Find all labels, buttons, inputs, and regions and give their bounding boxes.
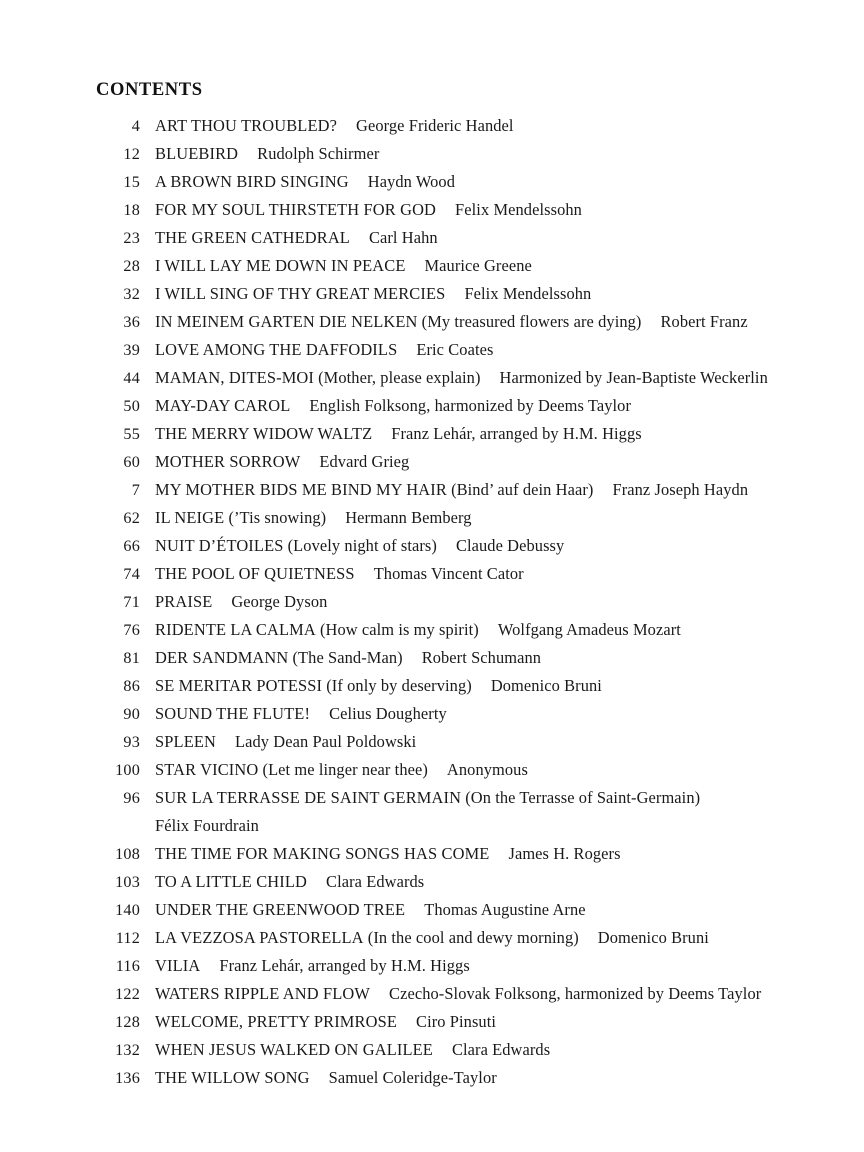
toc-composer: Robert Franz bbox=[660, 312, 748, 331]
toc-entry[interactable] bbox=[96, 788, 836, 816]
toc-entry[interactable] bbox=[96, 928, 836, 956]
toc-page-number: 36 bbox=[123, 313, 140, 331]
toc-page-number: 128 bbox=[115, 1013, 140, 1031]
toc-entry-body bbox=[140, 508, 836, 528]
toc-composer: James H. Rogers bbox=[508, 844, 621, 863]
toc-entry-body bbox=[140, 312, 836, 332]
toc-composer: Félix Fourdrain bbox=[155, 816, 259, 835]
toc-entry-body bbox=[140, 452, 836, 472]
toc-entry[interactable] bbox=[96, 312, 836, 340]
toc-entry-body bbox=[140, 900, 836, 920]
toc-subtitle: (The Sand-Man) bbox=[292, 648, 403, 667]
table-of-contents-list bbox=[96, 116, 836, 1096]
toc-entry-continuation bbox=[96, 816, 836, 844]
toc-entry[interactable] bbox=[96, 256, 836, 284]
toc-entry-body bbox=[140, 256, 836, 276]
toc-entry[interactable] bbox=[96, 1068, 836, 1096]
toc-title: I WILL SING OF THY GREAT MERCIES bbox=[155, 284, 446, 303]
toc-entry[interactable] bbox=[96, 648, 836, 676]
toc-page-number: 122 bbox=[115, 985, 140, 1003]
toc-entry-body bbox=[140, 424, 836, 444]
toc-entry-body bbox=[140, 564, 836, 584]
toc-page-number: 103 bbox=[115, 873, 140, 891]
toc-composer: Domenico Bruni bbox=[490, 676, 602, 695]
toc-page-number: 76 bbox=[123, 621, 140, 639]
toc-entry[interactable] bbox=[96, 116, 836, 144]
toc-entry[interactable] bbox=[96, 228, 836, 256]
toc-page-number: 4 bbox=[131, 117, 140, 135]
toc-composer: Thomas Augustine Arne bbox=[424, 900, 586, 919]
toc-composer: Clara Edwards bbox=[451, 1040, 551, 1059]
toc-title: ART THOU TROUBLED? bbox=[155, 116, 338, 135]
toc-composer: Rudolph Schirmer bbox=[257, 144, 380, 163]
toc-composer: Lady Dean Paul Poldowski bbox=[235, 732, 417, 751]
toc-entry-body bbox=[140, 844, 836, 864]
toc-page-number: 12 bbox=[123, 145, 140, 163]
toc-title: THE MERRY WIDOW WALTZ bbox=[155, 424, 373, 443]
toc-entry[interactable] bbox=[96, 480, 836, 508]
toc-title: WHEN JESUS WALKED ON GALILEE bbox=[155, 1040, 433, 1059]
toc-subtitle: (In the cool and dewy morning) bbox=[367, 928, 579, 947]
toc-entry[interactable] bbox=[96, 172, 836, 200]
toc-composer: Czecho-Slovak Folksong, harmonized by Deems Taylor bbox=[389, 984, 762, 1003]
toc-entry-body bbox=[140, 956, 836, 976]
toc-entry-body bbox=[140, 340, 836, 360]
toc-title: I WILL LAY ME DOWN IN PEACE bbox=[155, 256, 406, 275]
toc-title: A BROWN BIRD SINGING bbox=[155, 172, 349, 191]
toc-composer: Haydn Wood bbox=[367, 172, 456, 191]
toc-entry[interactable] bbox=[96, 956, 836, 984]
toc-composer: Claude Debussy bbox=[455, 536, 565, 555]
toc-title: SE MERITAR POTESSI bbox=[155, 676, 323, 695]
toc-subtitle: (If only by deserving) bbox=[326, 676, 472, 695]
toc-entry[interactable] bbox=[96, 564, 836, 592]
toc-entry[interactable] bbox=[96, 508, 836, 536]
toc-composer: Hermann Bemberg bbox=[345, 508, 472, 527]
toc-composer: Wolfgang Amadeus Mozart bbox=[497, 620, 681, 639]
toc-page-number: 86 bbox=[123, 677, 140, 695]
toc-composer: Maurice Greene bbox=[424, 256, 532, 275]
toc-composer: Samuel Coleridge-Taylor bbox=[328, 1068, 497, 1087]
toc-entry-body bbox=[140, 1012, 836, 1032]
toc-entry-body bbox=[140, 704, 836, 724]
toc-title: LA VEZZOSA PASTORELLA bbox=[155, 928, 364, 947]
toc-title: STAR VICINO bbox=[155, 760, 259, 779]
toc-entry[interactable] bbox=[96, 284, 836, 312]
toc-composer: Franz Joseph Haydn bbox=[612, 480, 749, 499]
toc-page-number: 15 bbox=[123, 173, 140, 191]
toc-page-number: 50 bbox=[123, 397, 140, 415]
toc-page-number: 55 bbox=[123, 425, 140, 443]
toc-subtitle: (How calm is my spirit) bbox=[319, 620, 479, 639]
toc-subtitle: (My treasured flowers are dying) bbox=[421, 312, 642, 331]
toc-entry-body bbox=[140, 144, 836, 164]
toc-page-number: 7 bbox=[131, 481, 140, 499]
toc-entry[interactable] bbox=[96, 200, 836, 228]
toc-entry[interactable] bbox=[96, 872, 836, 900]
toc-title: NUIT D’ÉTOILES bbox=[155, 536, 284, 555]
toc-entry[interactable] bbox=[96, 368, 836, 396]
toc-composer: Franz Lehár, arranged by H.M. Higgs bbox=[391, 424, 642, 443]
toc-composer: Felix Mendelssohn bbox=[464, 284, 592, 303]
toc-composer: George Dyson bbox=[231, 592, 328, 611]
toc-page-number: 132 bbox=[115, 1041, 140, 1059]
toc-page-number: 90 bbox=[123, 705, 140, 723]
toc-composer: Franz Lehár, arranged by H.M. Higgs bbox=[219, 956, 470, 975]
toc-page-number: 28 bbox=[123, 257, 140, 275]
toc-entry[interactable] bbox=[96, 760, 836, 788]
toc-composer: Eric Coates bbox=[416, 340, 494, 359]
toc-title: UNDER THE GREENWOOD TREE bbox=[155, 900, 406, 919]
toc-title: IN MEINEM GARTEN DIE NELKEN bbox=[155, 312, 418, 331]
toc-subtitle: (On the Terrasse of Saint-Germain) bbox=[465, 788, 701, 807]
toc-entry[interactable] bbox=[96, 704, 836, 732]
toc-entry[interactable] bbox=[96, 984, 836, 1012]
toc-composer: English Folksong, harmonized by Deems Taylor bbox=[309, 396, 632, 415]
toc-entry[interactable] bbox=[96, 592, 836, 620]
toc-subtitle: (Mother, please explain) bbox=[318, 368, 481, 387]
toc-composer: Anonymous bbox=[446, 760, 528, 779]
toc-entry[interactable] bbox=[96, 1040, 836, 1068]
toc-page-number: 93 bbox=[123, 733, 140, 751]
toc-entry[interactable] bbox=[96, 424, 836, 452]
toc-page-number: 74 bbox=[123, 565, 140, 583]
toc-entry[interactable] bbox=[96, 340, 836, 368]
toc-composer: George Frideric Handel bbox=[356, 116, 514, 135]
toc-title: LOVE AMONG THE DAFFODILS bbox=[155, 340, 398, 359]
toc-title: WATERS RIPPLE AND FLOW bbox=[155, 984, 371, 1003]
toc-title: MY MOTHER BIDS ME BIND MY HAIR bbox=[155, 480, 447, 499]
toc-entry-body bbox=[140, 116, 836, 136]
toc-composer: Celius Dougherty bbox=[329, 704, 447, 723]
toc-composer: Clara Edwards bbox=[326, 872, 425, 891]
toc-subtitle: (’Tis snowing) bbox=[228, 508, 327, 527]
toc-title: SOUND THE FLUTE! bbox=[155, 704, 311, 723]
toc-page-number: 136 bbox=[115, 1069, 140, 1087]
page-title: CONTENTS bbox=[96, 80, 203, 100]
toc-entry[interactable] bbox=[96, 676, 836, 704]
toc-entry[interactable] bbox=[96, 844, 836, 872]
toc-entry-body bbox=[140, 368, 836, 388]
toc-entry[interactable] bbox=[96, 1012, 836, 1040]
toc-entry[interactable] bbox=[96, 900, 836, 928]
toc-title: RIDENTE LA CALMA bbox=[155, 620, 316, 639]
toc-title: DER SANDMANN bbox=[155, 648, 289, 667]
toc-entry-body bbox=[140, 620, 836, 640]
toc-composer: Felix Mendelssohn bbox=[455, 200, 582, 219]
toc-subtitle: (Bind’ auf dein Haar) bbox=[451, 480, 594, 499]
toc-entry[interactable] bbox=[96, 620, 836, 648]
toc-entry[interactable] bbox=[96, 452, 836, 480]
toc-entry-body bbox=[140, 536, 836, 556]
toc-page-number: 71 bbox=[123, 593, 140, 611]
toc-title: WELCOME, PRETTY PRIMROSE bbox=[155, 1012, 398, 1031]
toc-title: IL NEIGE bbox=[155, 508, 225, 527]
toc-page-number: 112 bbox=[115, 929, 140, 947]
toc-title: THE WILLOW SONG bbox=[155, 1068, 310, 1087]
toc-entry-body bbox=[140, 648, 836, 668]
toc-entry-body bbox=[140, 788, 836, 808]
toc-title: MAY-DAY CAROL bbox=[155, 396, 291, 415]
toc-entry-body bbox=[140, 1040, 836, 1060]
toc-composer: Harmonized by Jean-Baptiste Weckerlin bbox=[499, 368, 768, 387]
toc-entry-body bbox=[140, 760, 836, 780]
toc-entry[interactable] bbox=[96, 396, 836, 424]
toc-page-number: 18 bbox=[123, 201, 140, 219]
toc-title: MAMAN, DITES-MOI bbox=[155, 368, 315, 387]
toc-entry-body bbox=[140, 872, 836, 892]
toc-subtitle: (Lovely night of stars) bbox=[287, 536, 437, 555]
toc-page-number: 32 bbox=[123, 285, 140, 303]
toc-entry-body bbox=[140, 928, 836, 948]
toc-entry[interactable] bbox=[96, 144, 836, 172]
toc-title: THE GREEN CATHEDRAL bbox=[155, 228, 350, 247]
toc-title: SUR LA TERRASSE DE SAINT GERMAIN bbox=[155, 788, 462, 807]
toc-entry-body bbox=[140, 396, 836, 416]
toc-page-number: 140 bbox=[115, 901, 140, 919]
toc-page-number: 66 bbox=[123, 537, 140, 555]
toc-entry-body bbox=[140, 172, 836, 192]
toc-composer: Ciro Pinsuti bbox=[416, 1012, 497, 1031]
toc-title: BLUEBIRD bbox=[155, 144, 239, 163]
toc-entry-body bbox=[140, 480, 836, 500]
toc-entry-body bbox=[140, 200, 836, 220]
toc-composer: Thomas Vincent Cator bbox=[373, 564, 524, 583]
toc-composer: Domenico Bruni bbox=[597, 928, 709, 947]
toc-composer: Edvard Grieg bbox=[319, 452, 410, 471]
toc-title: TO A LITTLE CHILD bbox=[155, 872, 308, 891]
toc-page-number: 62 bbox=[123, 509, 140, 527]
toc-entry[interactable] bbox=[96, 732, 836, 760]
toc-entry-body bbox=[140, 984, 836, 1004]
toc-title: THE TIME FOR MAKING SONGS HAS COME bbox=[155, 844, 490, 863]
toc-title: PRAISE bbox=[155, 592, 213, 611]
toc-page-number: 39 bbox=[123, 341, 140, 359]
toc-page-number: 60 bbox=[123, 453, 140, 471]
toc-entry-body bbox=[140, 1068, 836, 1088]
toc-page-number: 23 bbox=[123, 229, 140, 247]
toc-title: THE POOL OF QUIETNESS bbox=[155, 564, 355, 583]
toc-title: VILIA bbox=[155, 956, 201, 975]
toc-page-number: 44 bbox=[123, 369, 140, 387]
toc-entry-body bbox=[140, 228, 836, 248]
toc-entry[interactable] bbox=[96, 536, 836, 564]
toc-page-number: 96 bbox=[123, 789, 140, 807]
toc-composer: Carl Hahn bbox=[368, 228, 438, 247]
toc-entry-body bbox=[140, 592, 836, 612]
toc-page-number: 100 bbox=[115, 761, 140, 779]
toc-entry-body bbox=[140, 676, 836, 696]
toc-title: FOR MY SOUL THIRSTETH FOR GOD bbox=[155, 200, 437, 219]
toc-page-number: 81 bbox=[123, 649, 140, 667]
toc-page-number: 108 bbox=[115, 845, 140, 863]
toc-entry-body bbox=[140, 284, 836, 304]
toc-page-number: 116 bbox=[115, 957, 140, 975]
toc-entry-body bbox=[140, 732, 836, 752]
toc-title: SPLEEN bbox=[155, 732, 217, 751]
toc-composer: Robert Schumann bbox=[421, 648, 542, 667]
toc-subtitle: (Let me linger near thee) bbox=[262, 760, 428, 779]
toc-title: MOTHER SORROW bbox=[155, 452, 301, 471]
